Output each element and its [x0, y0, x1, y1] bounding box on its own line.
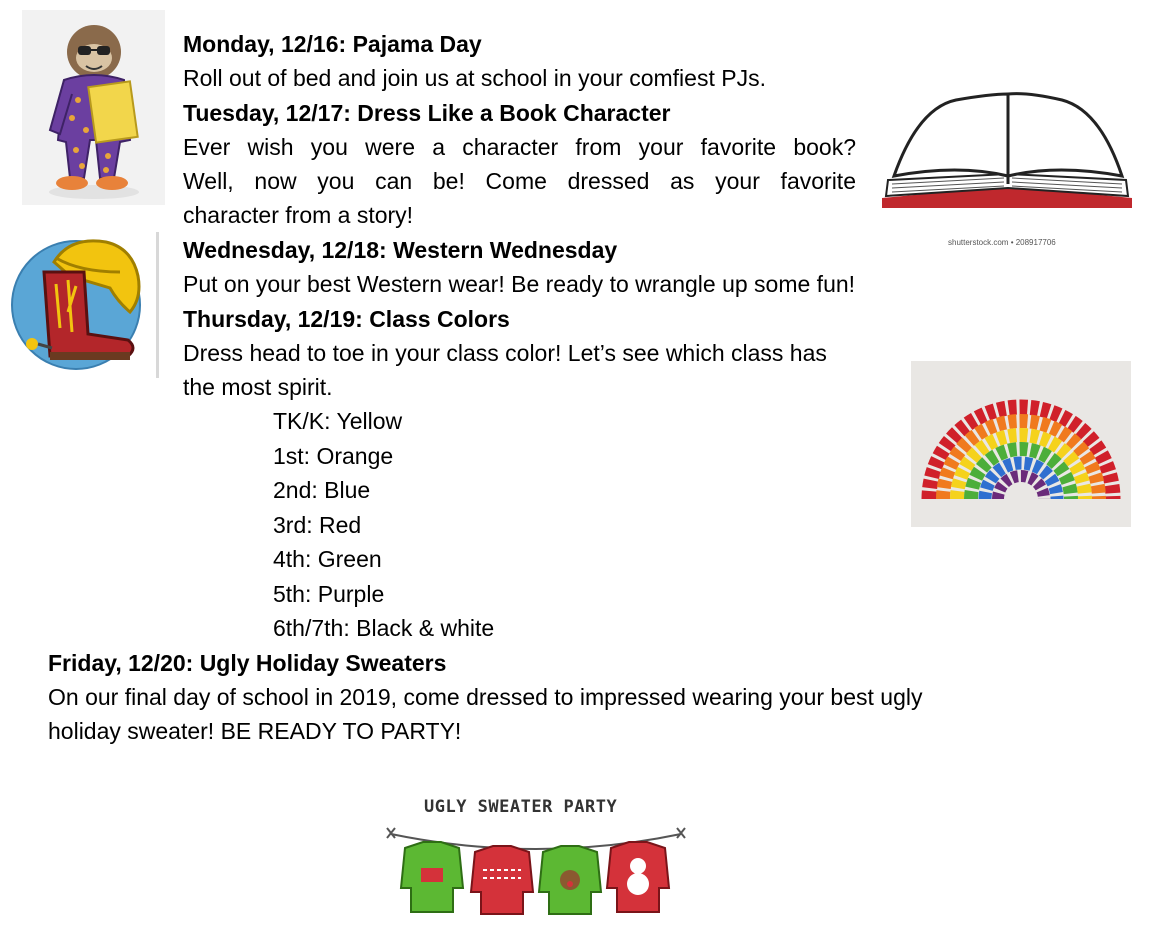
- wednesday-text: Put on your best Western wear! Be ready to wrangle up some fun!: [183, 271, 856, 297]
- ugly-sweater-title: UGLY SWEATER PARTY: [424, 797, 618, 817]
- friday-text-line: On our final day of school in 2019, come dressed to impressed wearing your best ugly: [48, 684, 923, 710]
- tuesday-heading: Tuesday, 12/17: Dress Like a Book Character: [183, 100, 671, 126]
- class-color-item: 3rd: Red: [273, 512, 362, 538]
- tuesday-text-line: character from a story!: [183, 202, 414, 228]
- thursday-text-line: Dress head to toe in your class color! Let’s see which class has: [183, 340, 827, 366]
- class-color-item: 1st: Orange: [273, 443, 394, 469]
- class-color-item: TK/K: Yellow: [273, 408, 403, 434]
- friday-heading: Friday, 12/20: Ugly Holiday Sweaters: [48, 650, 447, 676]
- tuesday-text-line: Ever wish you were a character from your favorite book?: [183, 134, 856, 160]
- pajama-sloth-image: [22, 10, 165, 205]
- monday-heading: Monday, 12/16: Pajama Day: [183, 31, 482, 57]
- thursday-text-line: the most spirit.: [183, 374, 333, 400]
- thursday-heading: Thursday, 12/19: Class Colors: [183, 306, 510, 332]
- wednesday-heading: Wednesday, 12/18: Western Wednesday: [183, 237, 618, 263]
- open-book-image: [878, 80, 1136, 210]
- western-boot-hat-image: [10, 228, 170, 383]
- class-color-item: 6th/7th: Black & white: [273, 615, 495, 641]
- friday-text-line: holiday sweater! BE READY TO PARTY!: [48, 718, 462, 744]
- class-color-item: 2nd: Blue: [273, 477, 371, 503]
- class-color-item: 5th: Purple: [273, 581, 385, 607]
- book-image-watermark: shutterstock.com • 208917706: [948, 238, 1056, 247]
- ugly-sweater-banner-image: [383, 820, 689, 920]
- monday-text: Roll out of bed and join us at school in your comfiest PJs.: [183, 65, 766, 91]
- candy-rainbow-image: [911, 361, 1131, 527]
- class-color-item: 4th: Green: [273, 546, 382, 572]
- tuesday-text-line: Well, now you can be! Come dressed as your favorite: [183, 168, 856, 194]
